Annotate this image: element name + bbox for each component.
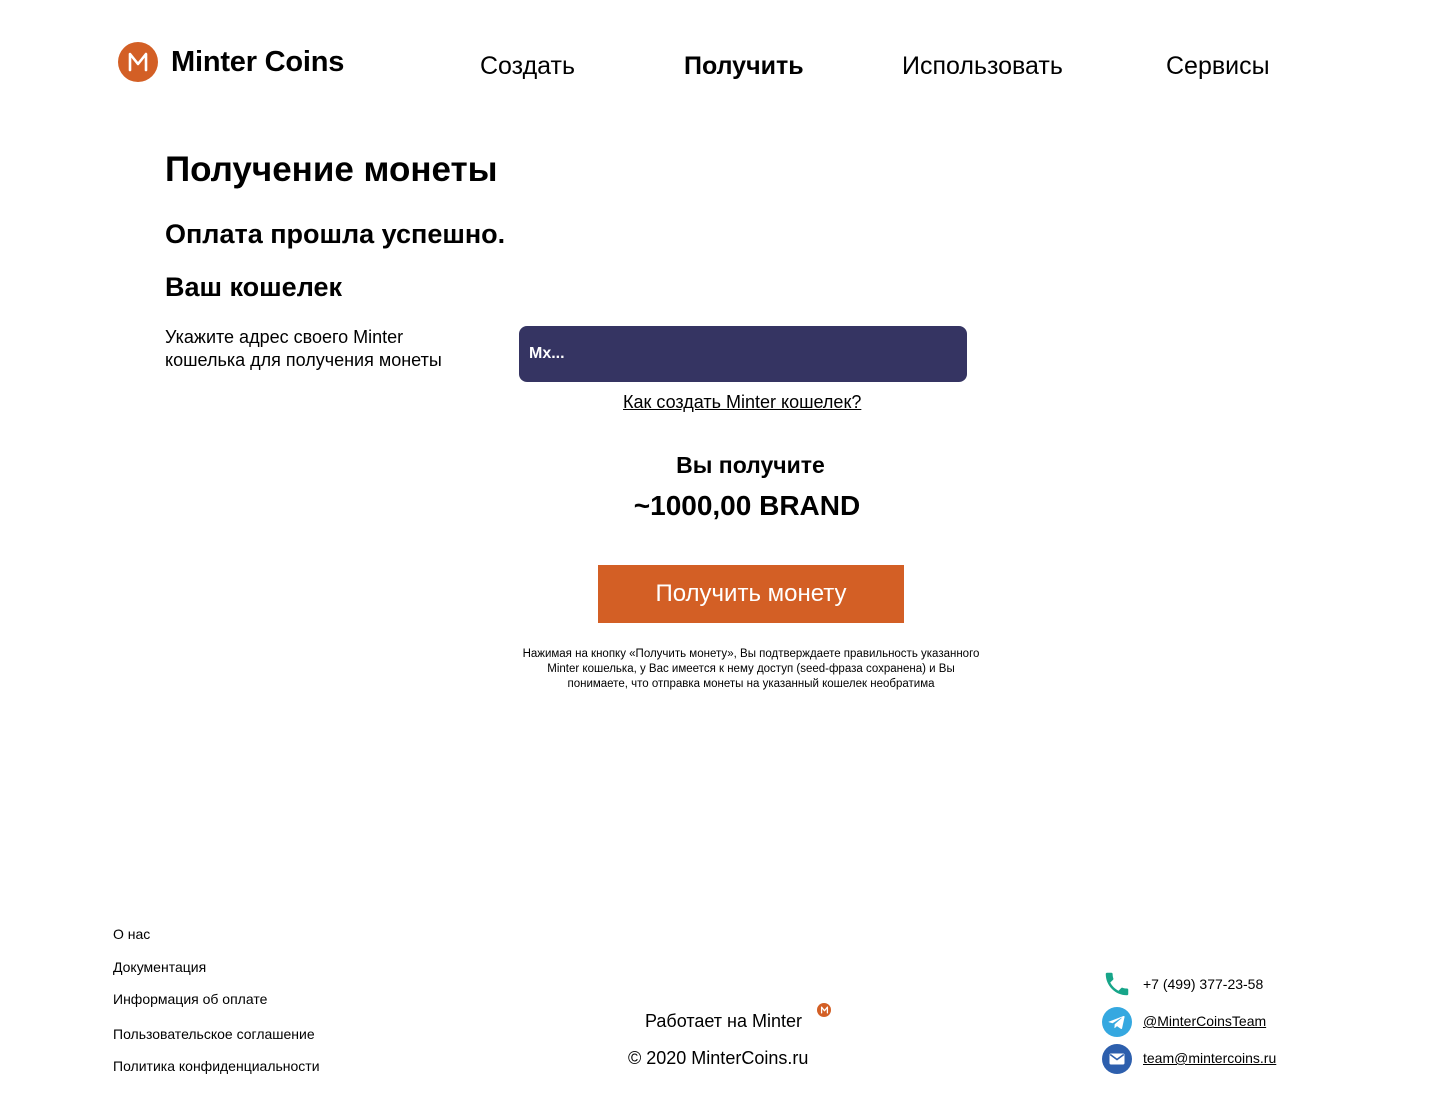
nav-item-services[interactable]: Сервисы — [1166, 52, 1270, 80]
footer-link-payment-info[interactable]: Информация об оплате — [113, 991, 268, 1007]
wallet-heading: Ваш кошелек — [165, 272, 343, 302]
minter-logo-icon — [118, 42, 158, 82]
disclaimer-line: понимаете, что отправка монеты на указанный кошелек необратима — [567, 678, 935, 690]
contact-email-link[interactable]: team@mintercoins.ru — [1143, 1050, 1277, 1066]
page-title: Получение монеты — [165, 150, 498, 189]
footer-link-terms[interactable]: Пользовательское соглашение — [113, 1026, 315, 1042]
receive-label: Вы получите — [676, 452, 825, 478]
contact-telegram-link[interactable]: @MinterCoinsTeam — [1143, 1013, 1267, 1029]
payment-status: Оплата прошла успешно. — [165, 219, 506, 249]
receive-amount: ~1000,00 BRAND — [633, 490, 861, 521]
nav-item-use[interactable]: Использовать — [902, 52, 1063, 80]
footer-link-docs[interactable]: Документация — [113, 959, 207, 975]
disclaimer-line: Minter кошелька, у Вас имеется к нему доступ (seed-фраза сохранена) и Вы — [547, 663, 955, 675]
contact-phone[interactable]: +7 (499) 377-23-58 — [1143, 976, 1264, 992]
footer-link-about[interactable]: О нас — [113, 926, 151, 942]
phone-icon — [1102, 969, 1132, 999]
wallet-address-input[interactable] — [519, 326, 967, 382]
copyright: © 2020 MinterCoins.ru — [628, 1048, 809, 1068]
how-to-create-wallet-link[interactable]: Как создать Minter кошелек? — [623, 392, 862, 412]
minter-logo-icon — [817, 1003, 831, 1017]
brand-logo[interactable] — [118, 42, 344, 82]
nav-item-create[interactable]: Создать — [480, 52, 576, 80]
nav-item-receive[interactable]: Получить — [684, 52, 804, 80]
brand-name: Minter Coins — [171, 45, 345, 78]
wallet-hint: Укажите адрес своего Minter кошелька для получения монеты — [165, 327, 442, 370]
telegram-icon[interactable] — [1102, 1007, 1132, 1037]
powered-by: Работает на Minter — [645, 1011, 803, 1031]
disclaimer-line: Нажимая на кнопку «Получить монету», Вы подтверждаете правильность указанного — [522, 648, 980, 660]
disclaimer — [486, 647, 1016, 692]
email-icon[interactable] — [1102, 1044, 1132, 1074]
get-coin-button[interactable]: Получить монету — [598, 565, 904, 623]
footer-link-privacy[interactable]: Политика конфиденциальности — [113, 1058, 320, 1074]
